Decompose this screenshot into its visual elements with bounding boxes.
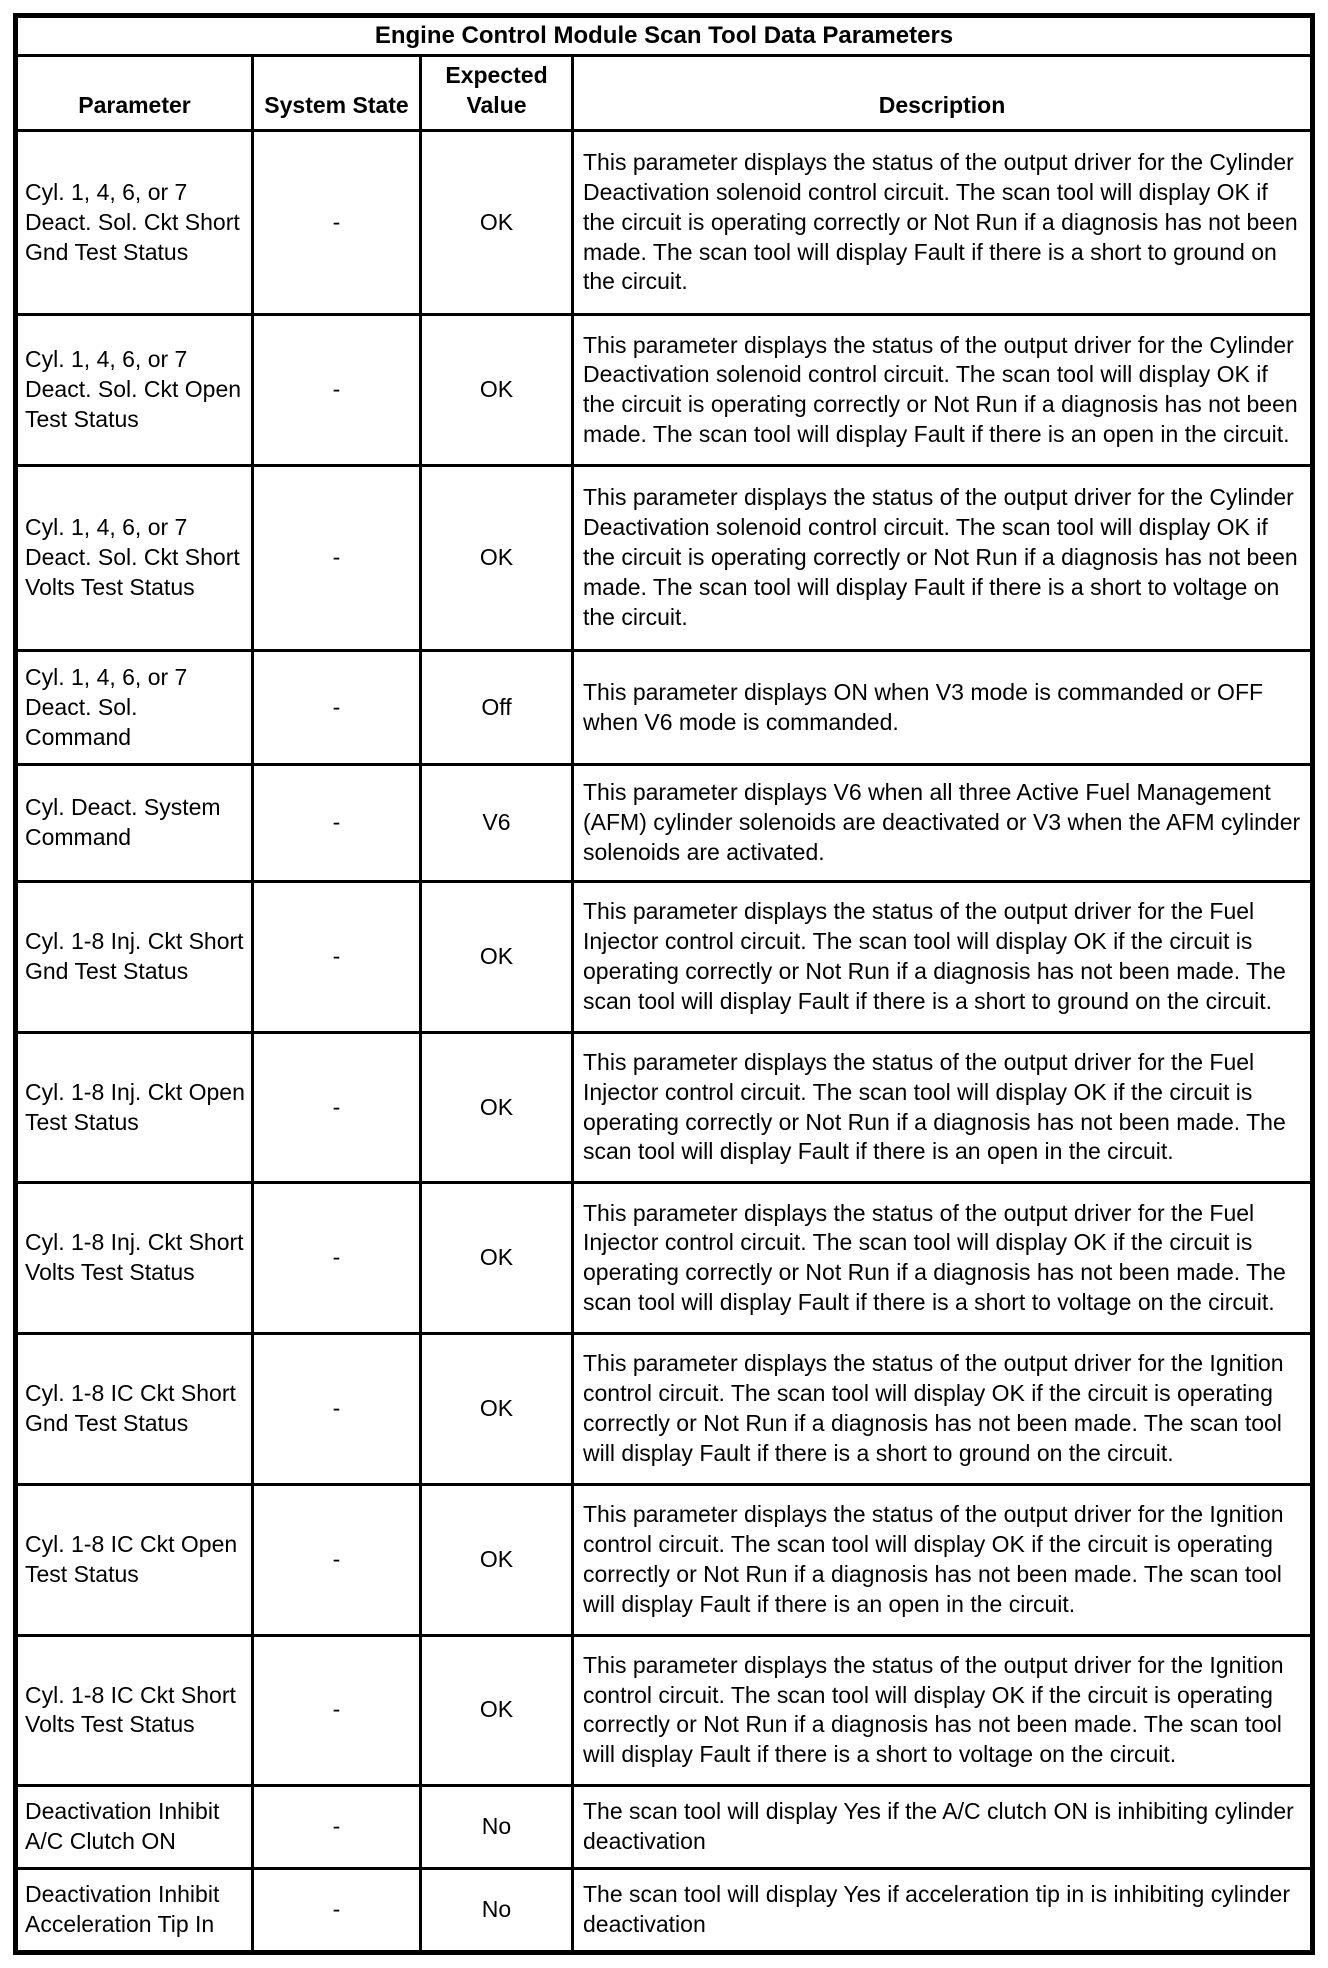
cell-parameter: Cyl. 1-8 Inj. Ckt Short Gnd Test Status (16, 882, 253, 1033)
table-row (16, 882, 1313, 1033)
cell-system-state: - (253, 1868, 421, 1952)
cell-parameter: Cyl. 1-8 IC Ckt Short Gnd Test Status (16, 1334, 253, 1485)
cell-description: This parameter displays the status of the output driver for the Ignition control circuit. The scan tool will display OK if the circuit is operating correctly or Not Run if a diagnosis has not been made. The scan tool will display Fault if there is a short to voltage on the circuit. (573, 1635, 1313, 1786)
cell-expected-value: V6 (421, 765, 573, 882)
table-row (16, 1032, 1313, 1183)
table-row (16, 1868, 1313, 1952)
table-row (16, 466, 1313, 651)
scan-tool-data-table (13, 13, 1315, 1955)
cell-system-state: - (253, 650, 421, 764)
table-row (16, 765, 1313, 882)
table-header-row (16, 56, 1313, 131)
cell-parameter: Deactivation Inhibit A/C Clutch ON (16, 1786, 253, 1869)
cell-parameter: Cyl. 1-8 IC Ckt Short Volts Test Status (16, 1635, 253, 1786)
cell-description: This parameter displays the status of the output driver for the Cylinder Deactivation solenoid control circuit. The scan tool will display OK if the circuit is operating correctly or Not Run if a diagnosis has not been made. The scan tool will display Fault if there is a short to voltage on the circuit. (573, 466, 1313, 651)
cell-system-state: - (253, 1032, 421, 1183)
cell-description: This parameter displays V6 when all three Active Fuel Management (AFM) cylinder solenoids are deactivated or V3 when the AFM cylinder solenoids are activated. (573, 765, 1313, 882)
cell-parameter: Deactivation Inhibit Acceleration Tip In (16, 1868, 253, 1952)
cell-parameter: Cyl. 1, 4, 6, or 7 Deact. Sol. Command (16, 650, 253, 764)
cell-system-state: - (253, 1484, 421, 1635)
cell-parameter: Cyl. 1, 4, 6, or 7 Deact. Sol. Ckt Short Gnd Test Status (16, 130, 253, 315)
column-header-expected-value: Expected Value (421, 56, 573, 131)
cell-expected-value: No (421, 1868, 573, 1952)
cell-system-state: - (253, 1183, 421, 1334)
cell-parameter: Cyl. 1-8 IC Ckt Open Test Status (16, 1484, 253, 1635)
cell-parameter: Cyl. 1, 4, 6, or 7 Deact. Sol. Ckt Open Test Status (16, 315, 253, 466)
cell-expected-value: OK (421, 1334, 573, 1485)
table-row (16, 1334, 1313, 1485)
table-row (16, 1183, 1313, 1334)
cell-description: This parameter displays ON when V3 mode is commanded or OFF when V6 mode is commanded. (573, 650, 1313, 764)
column-header-description: Description (573, 56, 1313, 131)
cell-system-state: - (253, 1786, 421, 1869)
cell-parameter: Cyl. 1-8 Inj. Ckt Short Volts Test Status (16, 1183, 253, 1334)
cell-description: This parameter displays the status of the output driver for the Cylinder Deactivation solenoid control circuit. The scan tool will display OK if the circuit is operating correctly or Not Run if a diagnosis has not been made. The scan tool will display Fault if there is a short to ground on the circuit. (573, 130, 1313, 315)
cell-description: This parameter displays the status of the output driver for the Fuel Injector control circuit. The scan tool will display OK if the circuit is operating correctly or Not Run if a diagnosis has not been made. The scan tool will display Fault if there is a short to voltage on the circuit. (573, 1183, 1313, 1334)
cell-description: This parameter displays the status of the output driver for the Cylinder Deactivation solenoid control circuit. The scan tool will display OK if the circuit is operating correctly or Not Run if a diagnosis has not been made. The scan tool will display Fault if there is an open in the circuit. (573, 315, 1313, 466)
cell-expected-value: Off (421, 650, 573, 764)
cell-system-state: - (253, 130, 421, 315)
cell-expected-value: No (421, 1786, 573, 1869)
table-row (16, 1786, 1313, 1869)
table-row (16, 130, 1313, 315)
cell-expected-value: OK (421, 1183, 573, 1334)
table-row (16, 315, 1313, 466)
table-row (16, 1484, 1313, 1635)
cell-expected-value: OK (421, 466, 573, 651)
cell-expected-value: OK (421, 1635, 573, 1786)
cell-system-state: - (253, 1635, 421, 1786)
cell-description: This parameter displays the status of the output driver for the Ignition control circuit. The scan tool will display OK if the circuit is operating correctly or Not Run if a diagnosis has not been made. The scan tool will display Fault if there is an open in the circuit. (573, 1484, 1313, 1635)
cell-parameter: Cyl. 1-8 Inj. Ckt Open Test Status (16, 1032, 253, 1183)
column-header-parameter: Parameter (16, 56, 253, 131)
cell-description: This parameter displays the status of the output driver for the Fuel Injector control circuit. The scan tool will display OK if the circuit is operating correctly or Not Run if a diagnosis has not been made. The scan tool will display Fault if there is a short to ground on the circuit. (573, 882, 1313, 1033)
cell-description: This parameter displays the status of the output driver for the Ignition control circuit. The scan tool will display OK if the circuit is operating correctly or Not Run if a diagnosis has not been made. The scan tool will display Fault if there is a short to ground on the circuit. (573, 1334, 1313, 1485)
cell-system-state: - (253, 315, 421, 466)
cell-description: The scan tool will display Yes if acceleration tip in is inhibiting cylinder deactivation (573, 1868, 1313, 1952)
cell-expected-value: OK (421, 1032, 573, 1183)
table-row (16, 1635, 1313, 1786)
table-row (16, 650, 1313, 764)
cell-system-state: - (253, 765, 421, 882)
table-title: Engine Control Module Scan Tool Data Parameters (16, 16, 1313, 56)
cell-system-state: - (253, 1334, 421, 1485)
cell-system-state: - (253, 466, 421, 651)
cell-description: The scan tool will display Yes if the A/C clutch ON is inhibiting cylinder deactivation (573, 1786, 1313, 1869)
cell-description: This parameter displays the status of the output driver for the Fuel Injector control circuit. The scan tool will display OK if the circuit is operating correctly or Not Run if a diagnosis has not been made. The scan tool will display Fault if there is an open in the circuit. (573, 1032, 1313, 1183)
cell-parameter: Cyl. Deact. System Command (16, 765, 253, 882)
cell-expected-value: OK (421, 882, 573, 1033)
cell-expected-value: OK (421, 1484, 573, 1635)
cell-expected-value: OK (421, 130, 573, 315)
cell-parameter: Cyl. 1, 4, 6, or 7 Deact. Sol. Ckt Short Volts Test Status (16, 466, 253, 651)
cell-system-state: - (253, 882, 421, 1033)
cell-expected-value: OK (421, 315, 573, 466)
table-title-row (16, 16, 1313, 56)
column-header-system-state: System State (253, 56, 421, 131)
